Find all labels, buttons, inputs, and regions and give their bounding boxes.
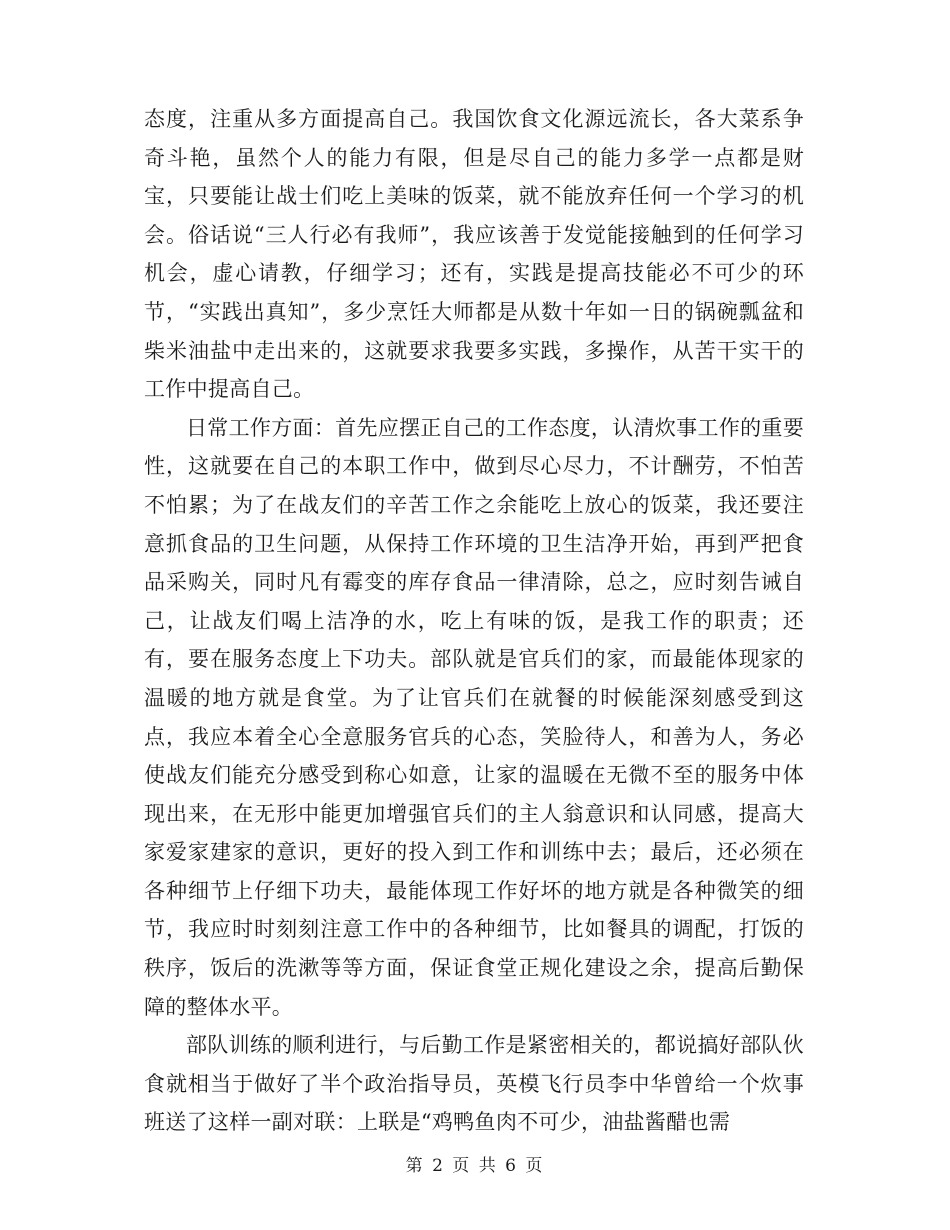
paragraph-1: 态度，注重从多方面提高自己。我国饮食文化源远流长，各大菜系争奇斗艳，虽然个人的能力有限，但是尽自己的能力多学一点都是财宝，只要能让战士们吃上美味的饭菜，就不能放弃任何一个学习的机会。俗话说“三人行必有我师”，我应该善于发觉能接触到的任何学习机会，虚心请教，仔细学习；还有，实践是提高技能必不可少的环节，“实践出真知”，多少烹饪大师都是从数十年如一日的锅碗瓢盆和柴米油盐中走出来的，这就要求我要多实践，多操作，从苦干实干的工作中提高自己。	[144, 107, 804, 402]
document-body	[144, 100, 804, 1142]
paragraph-2: 日常工作方面：首先应摆正自己的工作态度，认清炊事工作的重要性，这就要在自己的本职工作中，做到尽心尽力，不计酬劳，不怕苦不怕累；为了在战友们的辛苦工作之余能吃上放心的饭菜，我还要注意抓食品的卫生问题，从保持工作环境的卫生洁净开始，再到严把食品采购关，同时凡有霉变的库存食品一律清除，总之，应时刻告诫自己，让战友们喝上洁净的水，吃上有味的饭，是我工作的职责；还有，要在服务态度上下功夫。部队就是官兵们的家，而最能体现家的温暖的地方就是食堂。为了让官兵们在就餐的时候能深刻感受到这点，我应本着全心全意服务官兵的心态，笑脸待人，和善为人，务必使战友们能充分感受到称心如意，让家的温暖在无微不至的服务中体现出来，在无形中能更加增强官兵们的主人翁意识和认同感，提高大家爱家建家的意识，更好的投入到工作和训练中去；最后，还必须在各种细节上仔细下功夫，最能体现工作好坏的地方就是各种微笑的细节，我应时时刻刻注意工作中的各种细节，比如餐具的调配，打饭的秩序，饭后的洗漱等等方面，保证食堂正规化建设之余，提高后勤保障的整体水平。	[144, 415, 804, 1019]
page-number-footer: 第 2 页 共 6 页	[405, 1156, 545, 1176]
paragraph-3: 部队训练的顺利进行，与后勤工作是紧密相关的，都说搞好部队伙食就相当于做好了半个政治指导员，英模飞行员李中华曾给一个炊事班送了这样一副对联：上联是“鸡鸭鱼肉不可少，油盐酱醋也需	[144, 1033, 804, 1135]
